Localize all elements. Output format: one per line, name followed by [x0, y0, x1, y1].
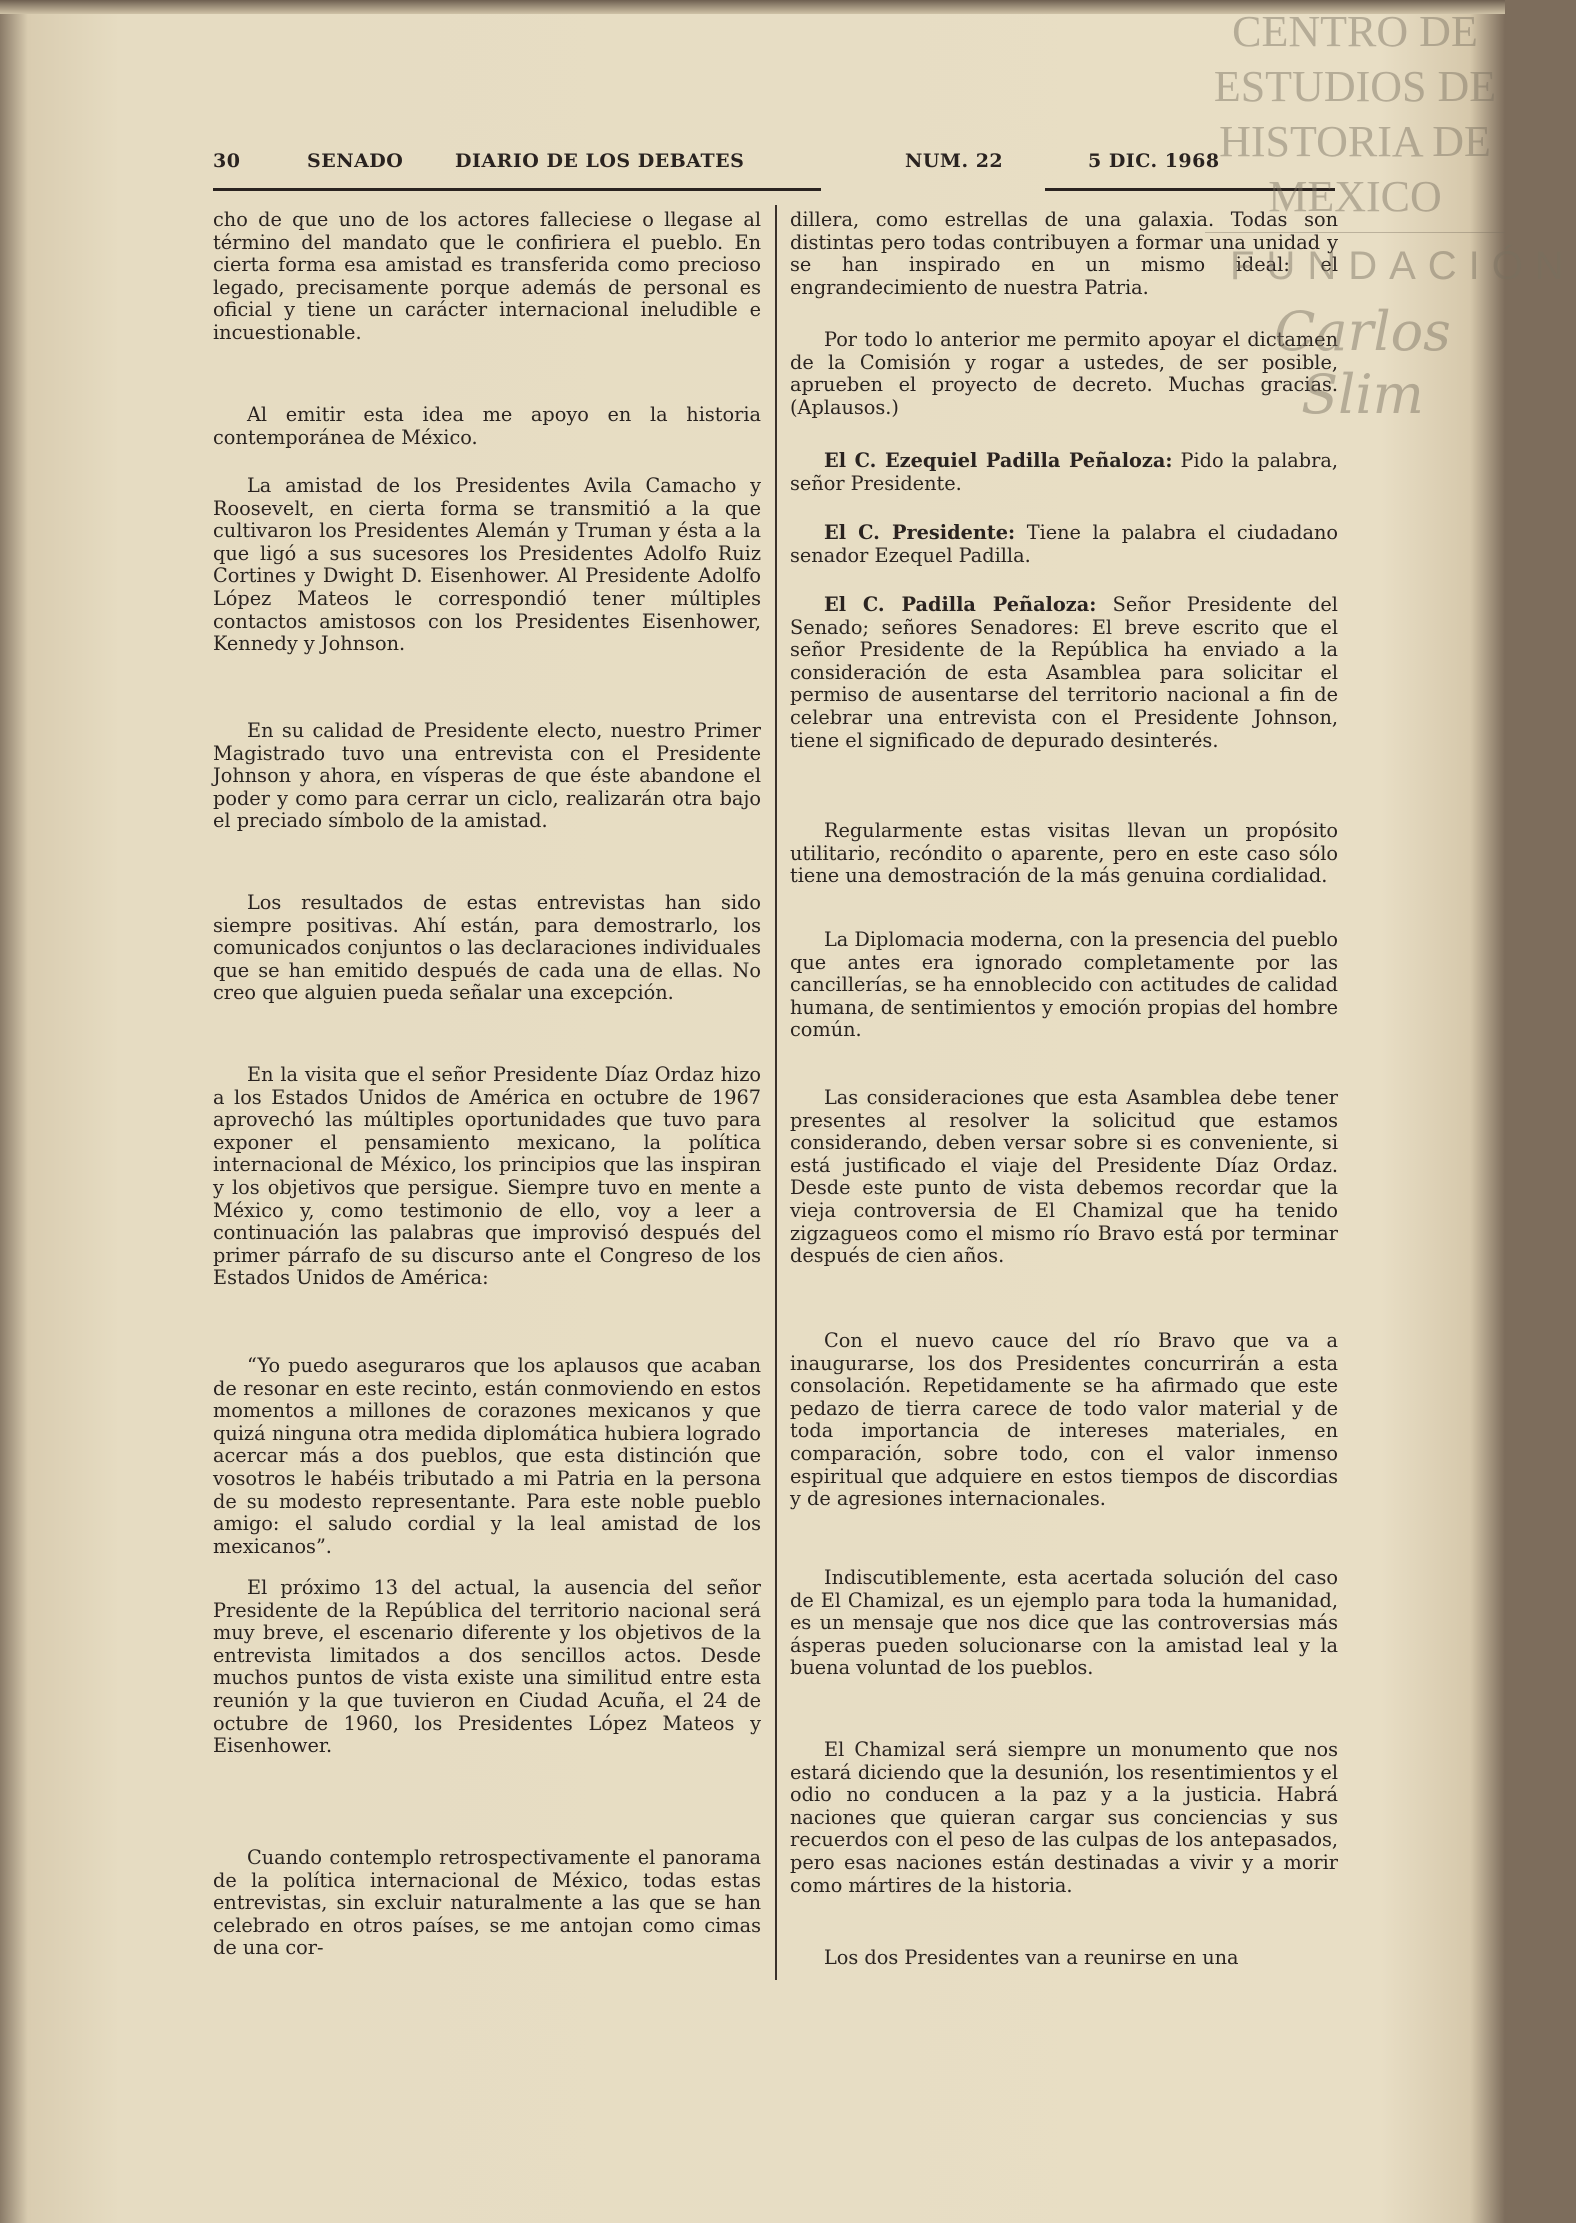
- speech-text: Pido la palabra, señor Presidente.: [790, 449, 1338, 495]
- header-rule-left: [213, 188, 821, 191]
- paragraph: Los resultados de estas entrevistas han sido siempre positivas. Ahí están, para demostrarlo, los comunicados conjuntos o las declaraciones individuales que se han emitido después de cada una de ellas. No creo que alguien pueda señalar una excepción.: [213, 891, 761, 1005]
- paragraph: [790, 820, 1338, 888]
- paragraph: La amistad de los Presidentes Avila Camacho y Roosevelt, en cierta forma se transmitió a la que cultivaron los Presidentes Alemán y Truman y ésta a la que ligó a sus sucesores los Presidentes Adolfo Ruiz Cortines y Dwight D. Eisenhower. Al Presidente Adolfo López Mateos le correspondió tener múltiples contactos amistosos con los Presidentes Eisenhower, Kennedy y Johnson.: [213, 474, 761, 656]
- speech-text: Tiene la palabra el ciudadano senador Ezequel Padilla.: [790, 521, 1338, 567]
- paragraph: [790, 929, 1338, 1042]
- speaker-name: El C. Ezequiel Padilla Peñaloza:: [824, 449, 1173, 472]
- speaker-name: El C. Padilla Peñaloza:: [824, 593, 1097, 616]
- paragraph-text: Por todo lo anterior me permito apoyar el dictamen de la Comisión y rogar a ustedes, de ser posible, aprueben el proyecto de decreto. Muchas gracias. (Aplausos.): [790, 328, 1338, 419]
- speech-text: Señor Presidente del Senado; señores Senadores: El breve escrito que el señor Presidente de la República ha enviado a la consideración de esta Asamblea para solicitar el permiso de ausentarse del territorio nacional a fin de celebrar una entrevista con el Presidente Johnson, tiene el significado de depurado desinterés.: [790, 593, 1338, 752]
- paragraph-text: Las consideraciones que esta Asamblea debe tener presentes al resolver la solicitud que estamos considerando, deben versar sobre si es conveniente, si está justificado el viaje del Presidente Díaz Ordaz. Desde este punto de vista debemos recordar que la vieja controversia de El Chamizal que ha tenido zigzagueos como el mismo río Bravo está por terminar después de cien años.: [790, 1086, 1338, 1268]
- publication-title: DIARIO DE LOS DEBATES: [455, 150, 745, 172]
- page-number: 30: [213, 150, 241, 172]
- watermark-foundation: FUNDACIÓN: [1230, 244, 1576, 288]
- speech-turn: [790, 594, 1338, 752]
- paragraph-text: Con el nuevo cauce del río Bravo que va a inaugurarse, los dos Presidentes concurrirán a esta consolación. Repetidamente se ha afirmado que este pedazo de tierra carece de todo valor material y de toda importancia de intereses materiales, en comparación, sobre todo, con el valor inmenso espiritual que adquiere en estos tiempos de discordias y de agresiones internacionales.: [790, 1329, 1338, 1511]
- paragraph-text: Regularmente estas visitas llevan un propósito utilitario, recóndito o aparente, pero en este caso sólo tiene una demostración de la más genuina cordialidad.: [790, 819, 1338, 888]
- paragraph: [790, 1947, 1338, 1970]
- paragraph: Al emitir esta idea me apoyo en la historia contemporánea de México.: [213, 403, 761, 449]
- speech-turn: [790, 450, 1338, 495]
- paragraph: [790, 1330, 1338, 1511]
- paragraph-text: Indiscutiblemente, esta acertada solución del caso de El Chamizal, es un ejemplo para toda la humanidad, es un mensaje que nos dice que las controversias más ásperas pueden solucionarse con la amistad leal y la buena voluntad de los pueblos.: [790, 1566, 1338, 1680]
- watermark-rule: [1205, 232, 1505, 233]
- paragraph-text: dillera, como estrellas de una galaxia. Todas son distintas pero todas contribuyen a formar una unidad y se han inspirado en un mismo ideal: el engrandecimiento de nuestra Patria.: [790, 208, 1338, 299]
- paragraph-text: El Chamizal será siempre un monumento que nos estará diciendo que la desunión, los resentimientos y el odio no conducen a la paz y a la justicia. Habrá naciones que quieran cargar sus conciencias y sus recuerdos con el peso de las culpas de los antepasados, pero esas naciones están destinadas a vivir y a morir como mártires de la historia.: [790, 1738, 1338, 1897]
- paragraph: En su calidad de Presidente electo, nuestro Primer Magistrado tuvo una entrevista con el Presidente Johnson y ahora, en vísperas de que éste abandone el poder y como para cerrar un ciclo, realizarán otra bajo el preciado símbolo de la amistad.: [213, 719, 761, 833]
- issue-date: 5 DIC. 1968: [1088, 150, 1220, 172]
- watermark-institution: CENTRO DE ESTUDIOS DE HISTORIA DE MEXICO: [1213, 7, 1497, 221]
- paragraph: [790, 1567, 1338, 1680]
- quotation-paragraph: “Yo puedo aseguraros que los aplausos que acaban de resonar en este recinto, están conmoviendo en estos momentos a millones de corazones mexicanos y que quizá ninguna otra medida diplomática hubiera logrado acercar más a dos pueblos, que esta distinción que vosotros le habéis tributado a mi Patria en la persona de su modesto representante. Para este noble pueblo amigo: el saludo cordial y la leal amistad de los mexicanos”.: [213, 1354, 761, 1558]
- paragraph: cho de que uno de los actores falleciese o llegase al término del mandato que le confiriera el pueblo. En cierta forma esa amistad es transferida como precioso legado, precisamente porque además de personal es oficial y tiene un carácter internacional ineludible e incuestionable.: [213, 208, 761, 344]
- paragraph: Cuando contemplo retrospectivamente el panorama de la política internacional de México, todas estas entrevistas, sin excluir naturalmente a las que se han celebrado en otros países, se me antojan como cimas de una cor-: [213, 1846, 761, 1960]
- watermark-signature: Carlos Slim: [1274, 300, 1451, 426]
- chamber-name: SENADO: [307, 150, 404, 172]
- paragraph-text: La Diplomacia moderna, con la presencia del pueblo que antes era ignorado completamente por las cancillerías, se ha ennoblecido con actitudes de calidad humana, de sentimientos y emoción propias del hombre común.: [790, 928, 1338, 1042]
- paragraph: [790, 1087, 1338, 1268]
- paragraph: En la visita que el señor Presidente Díaz Ordaz hizo a los Estados Unidos de América en octubre de 1967 aprovechó las múltiples oportunidades que tuvo para exponer el pensamiento mexicano, la política internacional de México, los principios que las inspiran y los objetivos que persigue. Siempre tuvo en mente a México y, como testimonio de ello, voy a leer a continuación las palabras que improvisó después del primer párrafo de su discurso ante el Congreso de los Estados Unidos de América:: [213, 1063, 761, 1290]
- paragraph-text: Los dos Presidentes van a reunirse en una: [824, 1946, 1239, 1969]
- speech-turn: [790, 522, 1338, 567]
- paragraph: [790, 1739, 1338, 1897]
- paragraph: El próximo 13 del actual, la ausencia del señor Presidente de la República del territorio nacional será muy breve, el escenario diferente y los objetivos de la entrevista limitados a dos sencillos actos. Desde muchos puntos de vista existe una similitud entre esta reunión y la que tuvieron en Ciudad Acuña, el 24 de octubre de 1960, los Presidentes López Mateos y Eisenhower.: [213, 1576, 761, 1758]
- column-divider: [775, 205, 777, 1980]
- issue-number: NUM. 22: [905, 150, 1004, 172]
- speaker-name: El C. Presidente:: [824, 521, 1016, 544]
